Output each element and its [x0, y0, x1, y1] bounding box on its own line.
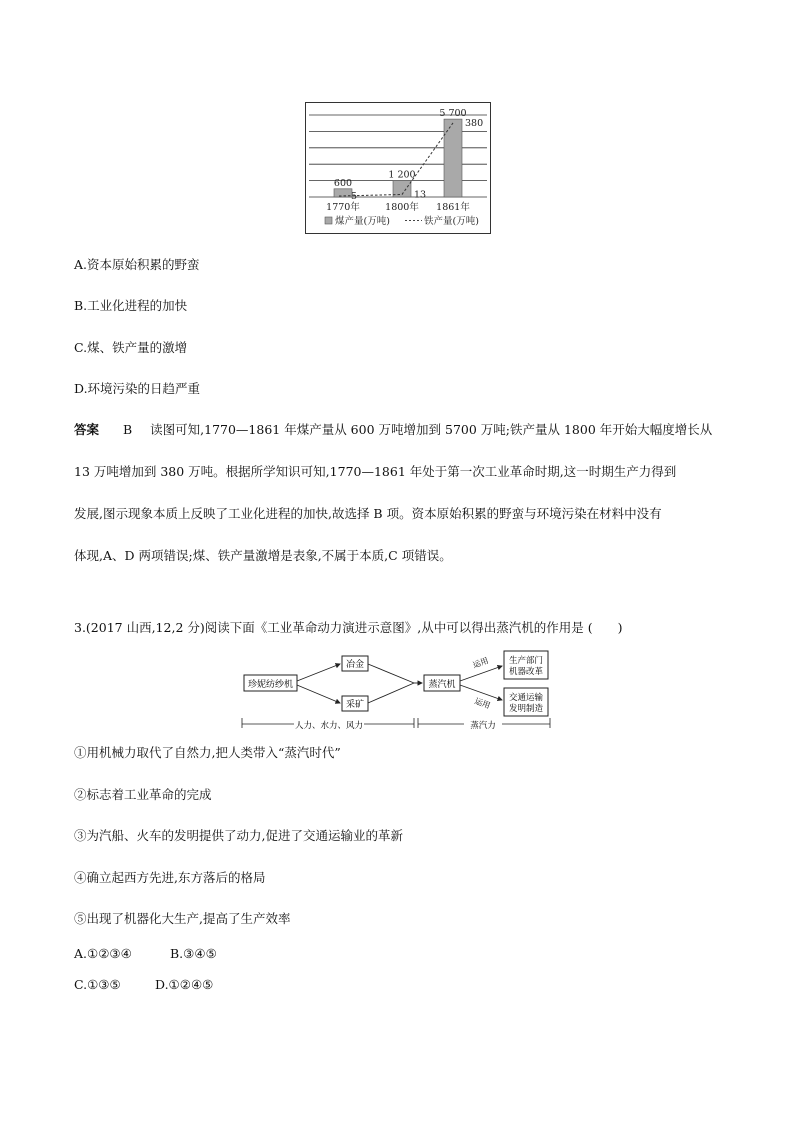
- label-production-2: 机器改革: [508, 667, 544, 677]
- chart-svg: [305, 102, 491, 234]
- answer-line-3: 发展,图示现象本质上反映了工业化进程的加快,故选择 B 项。资本原始积累的野蛮与环境污染在材料中没有: [74, 506, 662, 521]
- label-steam-engine: 蒸汽机: [428, 680, 456, 690]
- arrow-steam-production: [460, 666, 502, 681]
- statement-3: ③为汽船、火车的发明提供了动力,促进了交通运输业的革新: [74, 828, 403, 843]
- category-tick-label: 1861年: [436, 202, 470, 213]
- legend-iron-label: 铁产量(万吨): [424, 216, 479, 227]
- label-smelting: 冶金: [345, 660, 365, 670]
- label-jenny: 珍妮纺纱机: [247, 680, 294, 690]
- coal-value-label: 600: [333, 177, 353, 189]
- coal-bar: [444, 119, 462, 197]
- q3-option-b: B.③④⑤: [170, 946, 217, 961]
- answer-choice: B: [122, 422, 133, 437]
- iron-value-label: 13: [414, 189, 427, 201]
- label-production-1: 生产部门: [508, 656, 544, 666]
- power-evolution-diagram: [238, 648, 554, 736]
- statement-2: ②标志着工业革命的完成: [74, 787, 212, 802]
- statement-4: ④确立起西方先进,东方落后的格局: [74, 870, 266, 885]
- label-apply-1: 运用: [471, 655, 490, 670]
- answer-label: 答案: [74, 422, 100, 437]
- q3-option-a: A.①②③④: [74, 946, 132, 961]
- option-a: A.资本原始积累的野蛮: [74, 257, 200, 272]
- answer-text-1: 读图可知,1770—1861 年煤产量从 600 万吨增加到 5700 万吨;铁产量从 1800 年开始大幅度增长从: [150, 422, 713, 437]
- answer-line-1: [74, 422, 712, 438]
- coal-iron-chart: [305, 102, 491, 234]
- legend-coal-label: 煤产量(万吨): [335, 216, 390, 227]
- label-transport-1: 交通运输: [508, 693, 544, 703]
- line-smelting-join: [368, 664, 414, 683]
- label-power-right: 蒸汽力: [470, 721, 496, 731]
- chart-legend: [325, 215, 479, 227]
- option-b: B.工业化进程的加快: [74, 298, 188, 313]
- option-d: D.环境污染的日趋严重: [74, 381, 201, 396]
- line-mining-join: [368, 683, 414, 703]
- q3-option-c: C.①③⑤: [74, 977, 121, 992]
- category-tick-label: 1770年: [326, 202, 360, 213]
- q3-option-d: D.①②④⑤: [155, 977, 214, 992]
- answer-line-2: 13 万吨增加到 380 万吨。根据所学知识可知,1770—1861 年处于第一次工业革命时期,这一时期生产力得到: [74, 464, 677, 479]
- answer-line-4: 体现,A、D 两项错误;煤、铁产量激增是表象,不属于本质,C 项错误。: [74, 548, 452, 563]
- arrow-jenny-mining: [297, 685, 340, 703]
- iron-value-label: 380: [465, 117, 484, 129]
- diagram-svg: [238, 648, 554, 736]
- legend-coal-swatch: [325, 217, 332, 224]
- arrow-jenny-smelting: [297, 664, 340, 681]
- chart-bars: [334, 119, 462, 197]
- label-power-left: 人力、水力、风力: [294, 721, 364, 731]
- statement-1: ①用机械力取代了自然力,把人类带入“蒸汽时代”: [74, 745, 341, 760]
- label-mining: 采矿: [345, 700, 365, 710]
- question-3-stem: 3.(2017 山西,12,2 分)阅读下面《工业革命动力演进示意图》,从中可以得出蒸汽机的作用是 ( ): [74, 620, 623, 635]
- option-c: C.煤、铁产量的激增: [74, 340, 188, 355]
- category-tick-label: 1800年: [385, 202, 419, 213]
- statement-5: ⑤出现了机器化大生产,提高了生产效率: [74, 911, 291, 926]
- chart-frame: [306, 103, 491, 234]
- label-transport-2: 发明制造: [508, 704, 544, 714]
- coal-value-label: 1 200: [388, 169, 416, 181]
- label-apply-2: 运用: [473, 696, 492, 711]
- iron-value-label: 5: [351, 191, 358, 203]
- coal-value-label: 5 700: [439, 108, 467, 120]
